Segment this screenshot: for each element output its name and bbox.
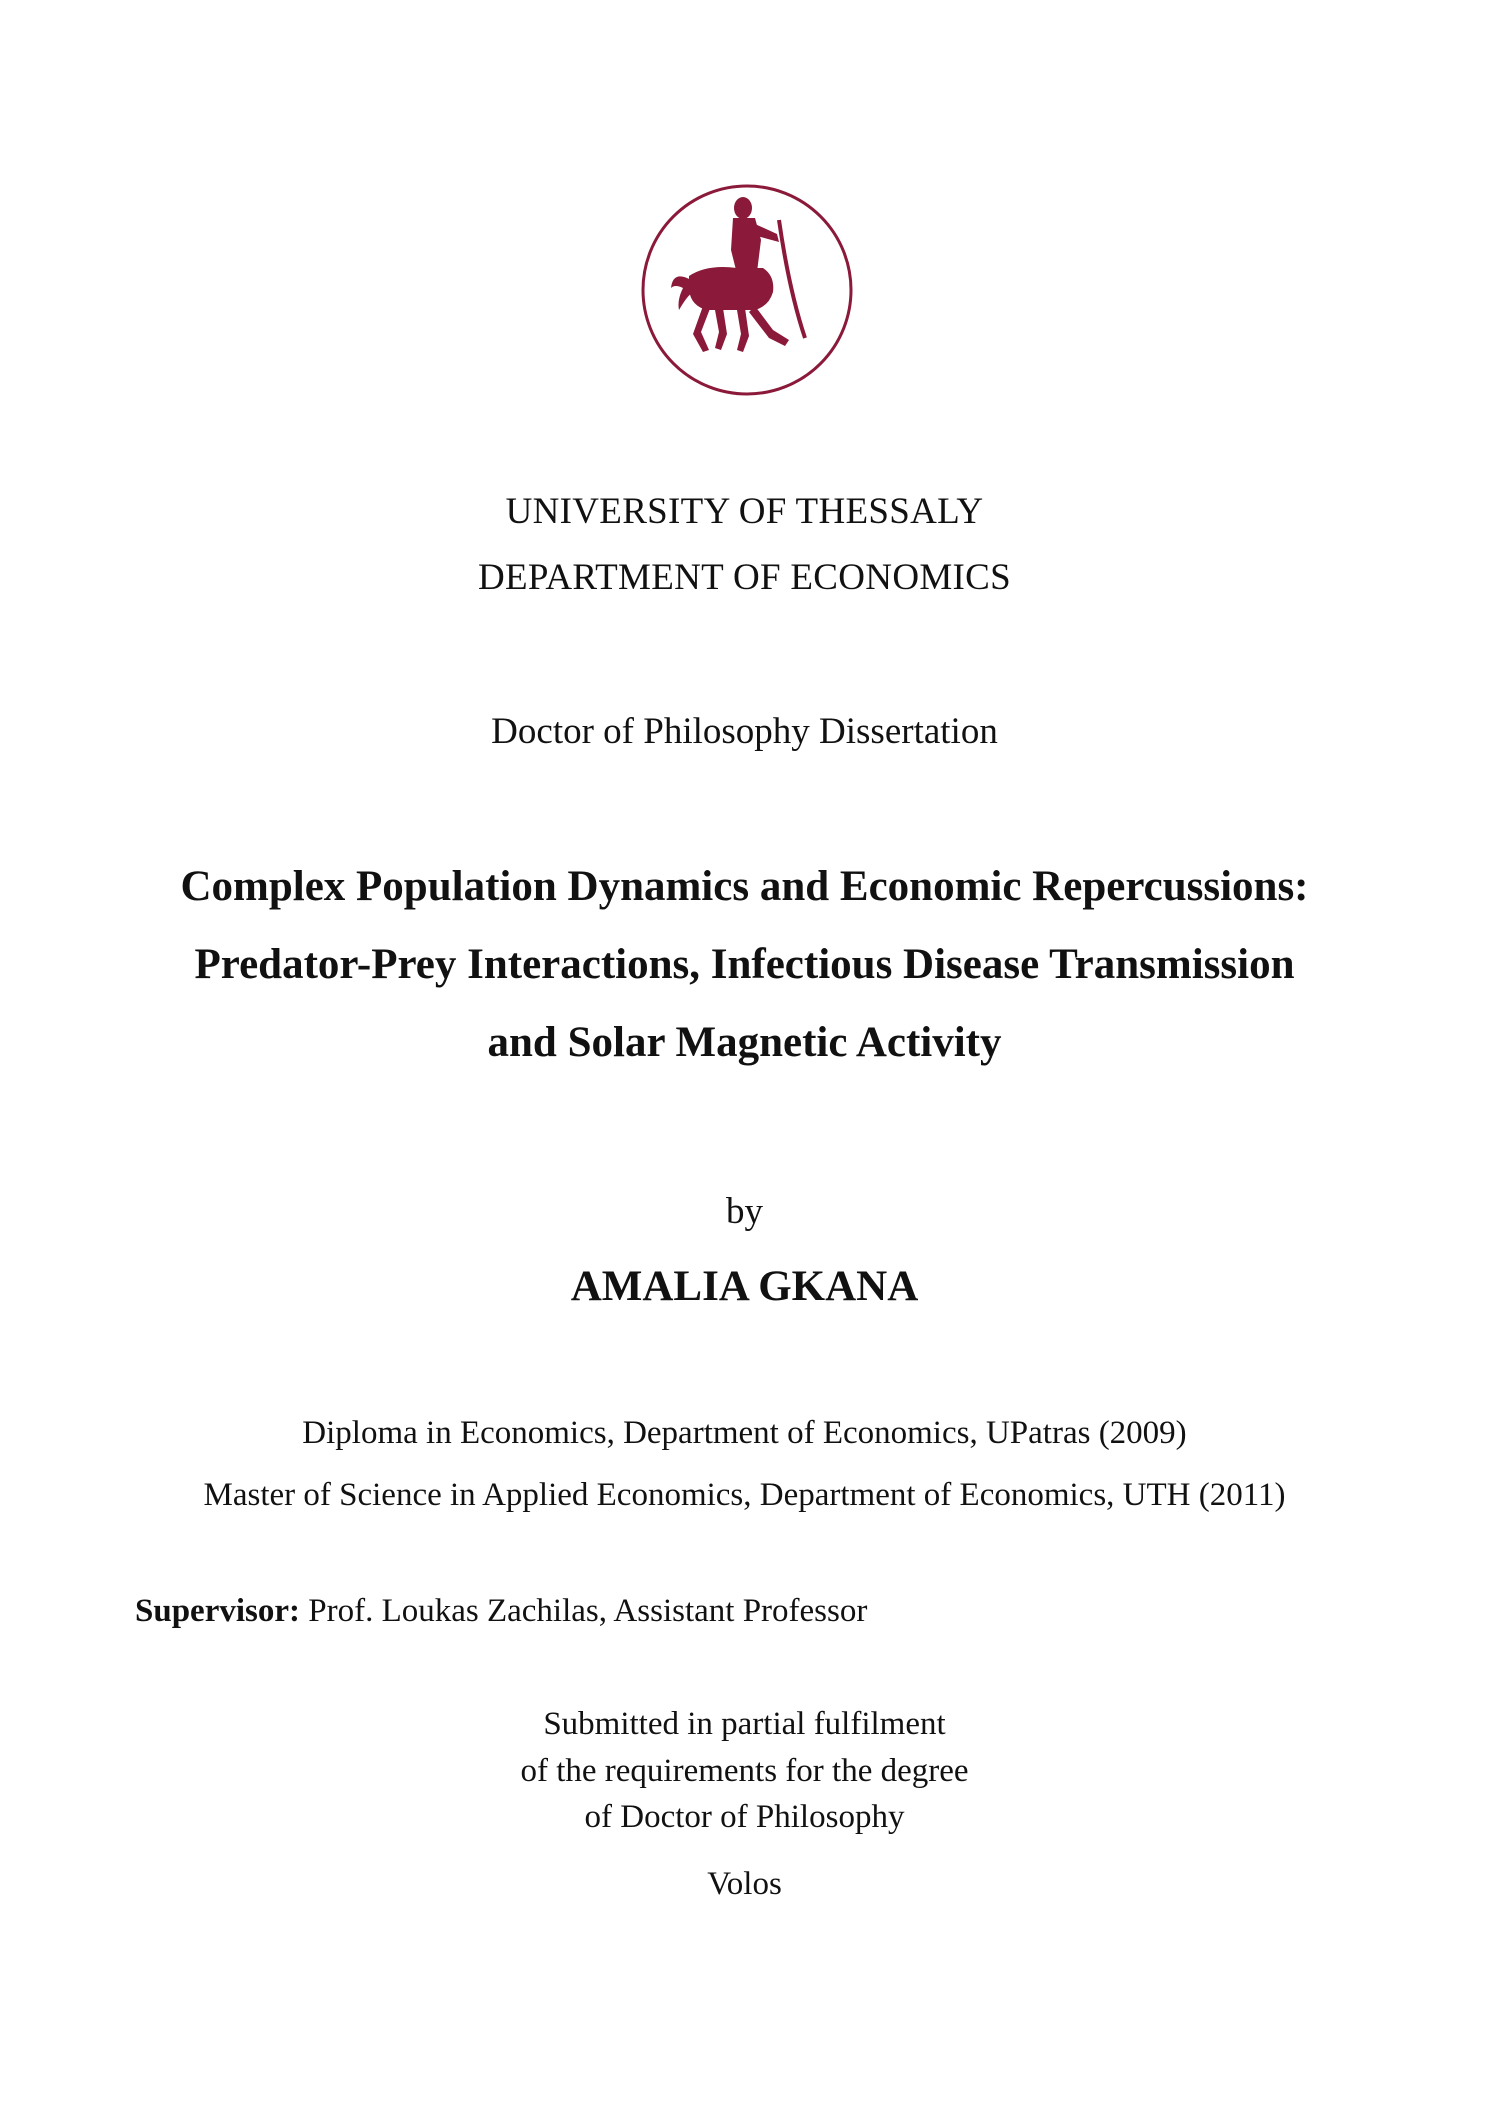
- supervisor-line: [135, 1593, 867, 1630]
- centaur-seal-icon: [637, 180, 857, 400]
- credential-diploma: Diploma in Economics, Department of Economics, UPatras (2009): [302, 1415, 1187, 1451]
- by-label: by: [726, 1191, 763, 1232]
- supervisor-label: Supervisor:: [135, 1593, 300, 1629]
- credential-master: Master of Science in Applied Economics, Department of Economics, UTH (2011): [203, 1477, 1286, 1513]
- university-logo: [637, 180, 857, 400]
- supervisor-name: Prof. Loukas Zachilas, Assistant Professor: [308, 1593, 868, 1629]
- department-name: DEPARTMENT OF ECONOMICS: [477, 557, 1012, 598]
- place-name: Volos: [707, 1866, 782, 1902]
- dissertation-type: Doctor of Philosophy Dissertation: [491, 711, 998, 752]
- dissertation-title-line-1: Complex Population Dynamics and Economic Repercussions:: [180, 863, 1309, 910]
- submission-line-1: Submitted in partial fulfilment: [543, 1706, 946, 1742]
- submission-line-2: of the requirements for the degree: [520, 1753, 969, 1789]
- author-name: AMALIA GKANA: [570, 1263, 919, 1310]
- dissertation-title-line-3: and Solar Magnetic Activity: [487, 1019, 1002, 1066]
- submission-line-3: of Doctor of Philosophy: [584, 1799, 905, 1835]
- dissertation-title-line-2: Predator-Prey Interactions, Infectious Disease Transmission: [194, 941, 1295, 988]
- university-name: UNIVERSITY OF THESSALY: [505, 491, 984, 532]
